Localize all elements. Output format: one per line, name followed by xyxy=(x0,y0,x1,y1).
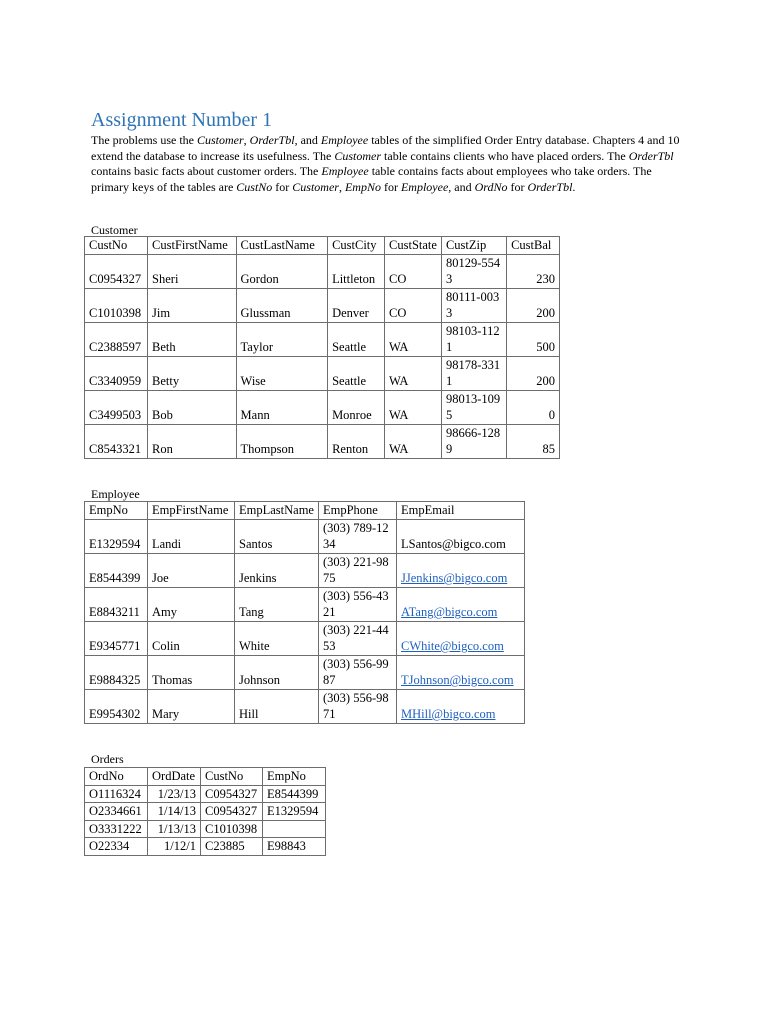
customer-cell: CO xyxy=(385,254,442,288)
table-row xyxy=(85,288,560,322)
customer-cell: WA xyxy=(385,390,442,424)
orders-cell: 1/23/13 xyxy=(148,785,201,803)
customer-cell: 500 xyxy=(507,322,560,356)
intro-italic-term: Customer xyxy=(196,133,244,147)
employee-column-header: EmpLastName xyxy=(235,502,319,520)
customer-cell: Mann xyxy=(236,390,328,424)
orders-body xyxy=(85,785,326,855)
employee-cell: Tang xyxy=(235,587,319,621)
intro-italic-term: CustNo xyxy=(236,179,273,194)
employee-cell xyxy=(397,655,525,689)
employee-cell: Joe xyxy=(148,553,235,587)
employee-column-header: EmpPhone xyxy=(319,502,397,520)
orders-cell: C0954327 xyxy=(201,785,263,803)
email-link[interactable]: ATang@bigco.com xyxy=(401,605,498,619)
orders-column-header: CustNo xyxy=(201,768,263,786)
customer-cell: 98666-1289 xyxy=(441,424,506,458)
customer-cell: Jim xyxy=(148,288,236,322)
employee-cell: Thomas xyxy=(148,655,235,689)
table-row xyxy=(85,424,560,458)
email-link[interactable]: JJenkins@bigco.com xyxy=(401,571,508,585)
customer-cell: C2388597 xyxy=(85,322,148,356)
customer-cell: WA xyxy=(385,322,442,356)
customer-cell: Ron xyxy=(148,424,236,458)
customer-cell: 80111-0033 xyxy=(441,288,506,322)
email-link[interactable]: MHill@bigco.com xyxy=(401,707,496,721)
customer-column-header: CustNo xyxy=(85,237,148,255)
customer-table xyxy=(84,236,560,459)
table-row xyxy=(85,390,560,424)
employee-cell: Santos xyxy=(235,519,319,553)
orders-cell: 1/13/13 xyxy=(148,820,201,838)
employee-cell: Amy xyxy=(148,587,235,621)
customer-cell: 0 xyxy=(507,390,560,424)
employee-cell: E8843211 xyxy=(85,587,148,621)
orders-cell: O3331222 xyxy=(85,820,148,838)
customer-cell: 200 xyxy=(507,288,560,322)
employee-cell: E9884325 xyxy=(85,655,148,689)
orders-cell: 1/14/13 xyxy=(148,803,201,821)
employee-cell xyxy=(397,621,525,655)
customer-cell: Betty xyxy=(148,356,236,390)
table-row xyxy=(85,519,525,553)
intro-italic-term: Employee xyxy=(321,164,369,178)
employee-cell: (303) 789-1234 xyxy=(319,519,397,553)
email-link[interactable]: TJohnson@bigco.com xyxy=(401,673,514,687)
orders-column-header: EmpNo xyxy=(263,768,326,786)
customer-cell: C1010398 xyxy=(85,288,148,322)
employee-label: Employee xyxy=(91,487,140,501)
intro-text: The problems use the xyxy=(91,133,197,147)
table-row xyxy=(85,803,326,821)
employee-cell: Colin xyxy=(148,621,235,655)
intro-text: table contains facts about employees who take orders. The primary keys of the tables are xyxy=(91,164,652,194)
employee-cell: Johnson xyxy=(235,655,319,689)
employee-cell: Landi xyxy=(148,519,235,553)
orders-table xyxy=(84,767,326,856)
customer-cell: CO xyxy=(385,288,442,322)
employee-column-header: EmpEmail xyxy=(397,502,525,520)
customer-body xyxy=(85,254,560,458)
intro-text: , xyxy=(338,179,345,194)
customer-label: Customer xyxy=(91,223,138,237)
employee-cell: LSantos@bigco.com xyxy=(397,519,525,553)
table-row xyxy=(85,820,326,838)
table-row xyxy=(85,587,525,621)
customer-cell: C8543321 xyxy=(85,424,148,458)
intro-italic-term: Employee xyxy=(400,179,449,194)
intro-text: contains basic facts about customer orders. The xyxy=(91,164,322,178)
employee-cell xyxy=(397,587,525,621)
orders-cell: E8544399 xyxy=(263,785,326,803)
table-row xyxy=(85,838,326,856)
table-row xyxy=(85,356,560,390)
intro-text: tables of the simplified Order Entry database. Chapters 4 and 10 extend the database to increase its usefulness. The xyxy=(91,133,680,163)
customer-cell: Seattle xyxy=(328,322,385,356)
customer-cell: Renton xyxy=(328,424,385,458)
table-row xyxy=(85,254,560,288)
customer-cell: Gordon xyxy=(236,254,328,288)
table-row xyxy=(85,655,525,689)
customer-column-header: CustLastName xyxy=(236,237,328,255)
intro-italic-term: EmpNo xyxy=(344,179,381,194)
customer-column-header: CustBal xyxy=(507,237,560,255)
customer-cell: Sheri xyxy=(148,254,236,288)
customer-cell: Taylor xyxy=(236,322,328,356)
orders-cell: C1010398 xyxy=(201,820,263,838)
customer-cell: 80129-5543 xyxy=(441,254,506,288)
table-row xyxy=(85,785,326,803)
customer-column-header: CustCity xyxy=(328,237,385,255)
table-row xyxy=(85,322,560,356)
intro-italic-term: OrderTbl xyxy=(249,133,295,147)
customer-cell: WA xyxy=(385,424,442,458)
orders-label: Orders xyxy=(91,752,124,766)
intro-italic-term: OrderTbl xyxy=(527,179,573,194)
employee-column-header: EmpFirstName xyxy=(148,502,235,520)
orders-column-header: OrdNo xyxy=(85,768,148,786)
employee-cell: Mary xyxy=(148,689,235,723)
intro-text: table contains clients who have placed orders. The xyxy=(381,148,629,163)
customer-cell: Seattle xyxy=(328,356,385,390)
employee-cell: (303) 221-9875 xyxy=(319,553,397,587)
employee-header-row xyxy=(85,502,525,520)
employee-cell: White xyxy=(235,621,319,655)
customer-cell: C3340959 xyxy=(85,356,148,390)
customer-cell: 98103-1121 xyxy=(441,322,506,356)
orders-cell: E98843 xyxy=(263,838,326,856)
employee-cell: E1329594 xyxy=(85,519,148,553)
customer-cell: Monroe xyxy=(328,390,385,424)
orders-cell: E1329594 xyxy=(263,803,326,821)
customer-cell: 98013-1095 xyxy=(441,390,506,424)
orders-cell: O22334 xyxy=(85,838,148,856)
intro-italic-term: Employee xyxy=(320,133,369,147)
orders-cell: C23885 xyxy=(201,838,263,856)
customer-cell: Glussman xyxy=(236,288,328,322)
employee-cell: E9954302 xyxy=(85,689,148,723)
customer-column-header: CustFirstName xyxy=(148,237,236,255)
employee-cell: (303) 221-4453 xyxy=(319,621,397,655)
customer-cell: 85 xyxy=(507,424,560,458)
intro-italic-term: OrdNo xyxy=(474,179,508,194)
email-link[interactable]: CWhite@bigco.com xyxy=(401,639,504,653)
customer-cell: Thompson xyxy=(236,424,328,458)
employee-body xyxy=(85,519,525,723)
intro-italic-term: OrderTbl xyxy=(628,148,674,163)
intro-italic-term: Customer xyxy=(334,148,382,163)
intro-text: , xyxy=(243,133,250,147)
intro-paragraph xyxy=(91,133,681,195)
customer-cell: Beth xyxy=(148,322,236,356)
employee-cell: (303) 556-9987 xyxy=(319,655,397,689)
customer-header-row xyxy=(85,237,560,255)
employee-table xyxy=(84,501,525,724)
intro-text: for xyxy=(507,179,528,194)
customer-cell: Littleton xyxy=(328,254,385,288)
orders-column-header: OrdDate xyxy=(148,768,201,786)
orders-header-row xyxy=(85,768,326,786)
page-title: Assignment Number 1 xyxy=(91,109,273,131)
employee-cell: (303) 556-9871 xyxy=(319,689,397,723)
intro-text: . xyxy=(572,179,576,194)
customer-cell: C3499503 xyxy=(85,390,148,424)
employee-cell: Jenkins xyxy=(235,553,319,587)
orders-cell: O1116324 xyxy=(85,785,148,803)
employee-cell: (303) 556-4321 xyxy=(319,587,397,621)
customer-cell: 200 xyxy=(507,356,560,390)
intro-text: , and xyxy=(294,133,321,147)
employee-cell xyxy=(397,689,525,723)
orders-cell: C0954327 xyxy=(201,803,263,821)
intro-text: for xyxy=(380,179,401,194)
employee-cell: Hill xyxy=(235,689,319,723)
orders-cell xyxy=(263,820,326,838)
employee-cell: E9345771 xyxy=(85,621,148,655)
customer-column-header: CustZip xyxy=(441,237,506,255)
customer-column-header: CustState xyxy=(385,237,442,255)
customer-cell: C0954327 xyxy=(85,254,148,288)
employee-cell: E8544399 xyxy=(85,553,148,587)
intro-text: , and xyxy=(448,179,475,194)
table-row xyxy=(85,621,525,655)
table-row xyxy=(85,689,525,723)
table-row xyxy=(85,553,525,587)
customer-cell: Bob xyxy=(148,390,236,424)
customer-cell: 230 xyxy=(507,254,560,288)
intro-text: for xyxy=(272,179,293,194)
orders-cell: O2334661 xyxy=(85,803,148,821)
employee-column-header: EmpNo xyxy=(85,502,148,520)
customer-cell: Wise xyxy=(236,356,328,390)
orders-cell: 1/12/1 xyxy=(148,838,201,856)
employee-cell xyxy=(397,553,525,587)
customer-cell: WA xyxy=(385,356,442,390)
customer-cell: 98178-3311 xyxy=(441,356,506,390)
intro-italic-term: Customer xyxy=(292,179,339,194)
customer-cell: Denver xyxy=(328,288,385,322)
